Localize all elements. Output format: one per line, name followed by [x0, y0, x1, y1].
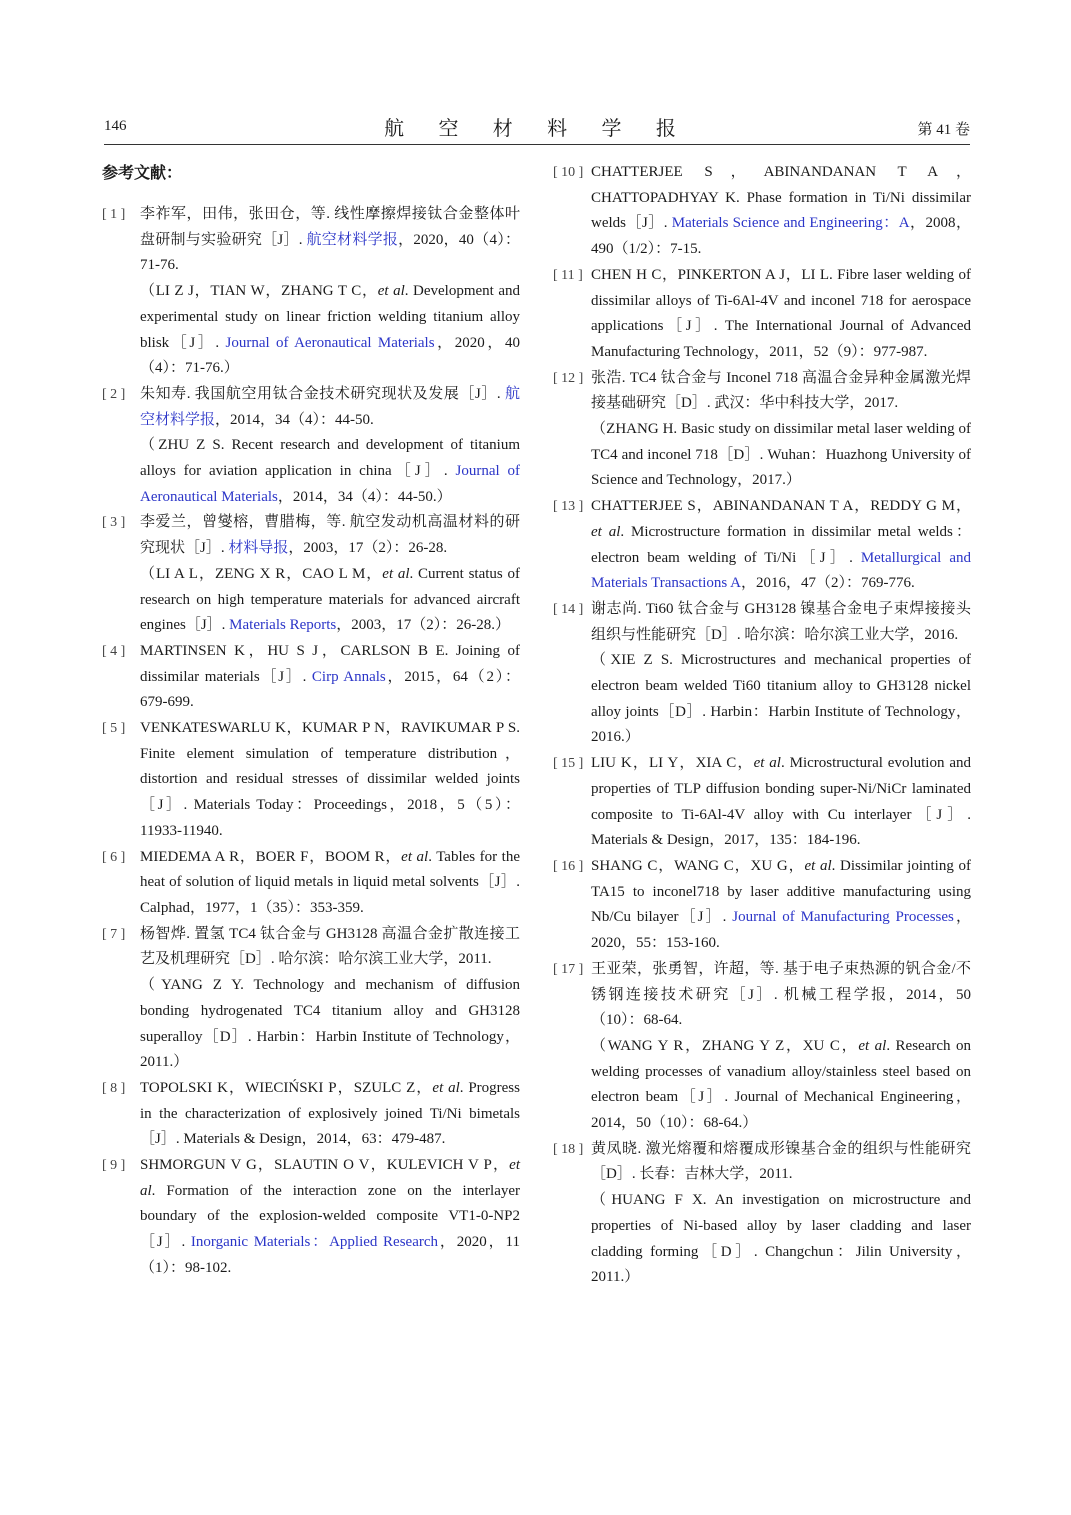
journal-link[interactable]: 材料导报	[228, 540, 289, 557]
ref-text: 黄凤晓. 激光熔覆和熔覆成形镍基合金的组织与性能研究［D］. 长春：吉林大学，2011.	[591, 1140, 971, 1183]
reference-entry	[102, 382, 520, 511]
reference-citation	[591, 751, 971, 854]
reference-citation	[591, 263, 971, 366]
ref-text: ，2020，55：153-160.	[591, 909, 971, 952]
journal-title: 航 空 材 料 学 报	[384, 116, 690, 140]
ref-text: ，2020，40（4）：71-76.）	[140, 334, 520, 377]
reference-number: [ 2 ]	[102, 386, 126, 402]
reference-entry	[102, 510, 520, 639]
references-heading: 参考文献：	[102, 163, 183, 182]
reference-number: [ 7 ]	[102, 926, 126, 942]
journal-link[interactable]: Journal of Manufacturing Processes	[732, 909, 954, 926]
ref-text: ，2003，17（2）：26-28.）	[336, 617, 510, 634]
reference-citation	[140, 1076, 520, 1153]
reference-citation	[140, 845, 520, 922]
ref-text: （LI Z J，TIAN W，ZHANG T C，	[140, 283, 378, 300]
ref-text: （WANG Y R，ZHANG Y Z，XU C，	[591, 1037, 859, 1054]
reference-entry	[553, 957, 971, 1137]
reference-citation	[140, 922, 520, 973]
reference-translation	[140, 562, 520, 639]
ref-text: 李爱兰，曾燮榕，曹腊梅，等. 航空发动机高温材料的研究现状［J］.	[140, 514, 520, 557]
et-al-text: et al	[401, 848, 429, 865]
reference-citation	[140, 510, 520, 561]
ref-text: MIEDEMA A R，BOER F，BOOM R，	[140, 848, 402, 865]
journal-link[interactable]: Journal of Aeronautical Materials	[140, 463, 520, 505]
ref-text: . Microstructural evolution and properties of TLP diffusion bonding super-Ni/NiCr laminated composite to Ti-6Al-4V alloy with Cu interlayer［J］. Materials & Design，2017，135：184-196.	[591, 755, 971, 849]
reference-citation	[591, 854, 971, 957]
ref-text: SHANG C，WANG C，XU G，	[591, 857, 805, 874]
ref-text: VENKATESWARLU K，KUMAR P N，RAVIKUMAR P S. Finite element simulation of temperature distribution，distortion and residual stresses of dissimilar welded joints［J］. Materials Today：Proceedings，2018，5（5）：11933-11940.	[140, 720, 520, 839]
reference-entry	[553, 854, 971, 957]
reference-entry	[102, 845, 520, 922]
ref-text: （LI A L，ZENG X R，CAO L M，	[140, 565, 383, 582]
ref-text: LIU K，LI Y，XIA C，	[591, 755, 754, 772]
ref-text: （XIE Z S. Microstructures and mechanical properties of electron beam welded Ti60 titanium alloy to GH3128 nickel alloy joints［D］. Harbin：Harbin Institute of Technology，2016.）	[591, 652, 971, 746]
reference-number: [ 6 ]	[102, 849, 126, 865]
ref-text: 朱知寿. 我国航空用钛合金技术研究现状及发展［J］.	[140, 385, 505, 402]
ref-text: TOPOLSKI K，WIECIŃSKI P，SZULC Z，	[140, 1079, 433, 1096]
reference-number: [ 14 ]	[553, 601, 584, 617]
reference-number: [ 4 ]	[102, 643, 126, 659]
reference-translation	[140, 279, 520, 382]
reference-entry	[553, 160, 971, 263]
page-header	[104, 112, 970, 145]
journal-link[interactable]: 航空材料学报	[306, 231, 399, 248]
ref-text: MARTINSEN K，HU S J，CARLSON B E. Joining of dissimilar materials［J］.	[140, 642, 520, 685]
volume-label: 第 41 卷	[917, 122, 970, 138]
ref-text: ，2008，490（1/2）：7-15.	[591, 215, 971, 258]
reference-citation	[140, 639, 520, 716]
reference-entry	[553, 751, 971, 854]
et-al-text: et al	[432, 1079, 460, 1096]
reference-number: [ 5 ]	[102, 721, 126, 737]
journal-link[interactable]: Materials Reports	[229, 617, 337, 634]
ref-text: （ZHANG H. Basic study on dissimilar metal laser welding of TC4 and inconel 718［D］. Wuhan：Huazhong University of Science and Technology，2017.）	[591, 421, 971, 489]
journal-link[interactable]: Journal of Aeronautical Materials	[225, 334, 435, 351]
et-al-text: et al	[804, 857, 832, 874]
et-al-text: et al	[140, 1157, 520, 1199]
ref-text: 谢志尚. Ti60 钛合金与 GH3128 镍基合金电子束焊接接头组织与性能研究［D］. 哈尔滨：哈尔滨工业大学，2016.	[591, 600, 971, 643]
et-al-text: et al	[753, 755, 781, 772]
reference-entry	[102, 639, 520, 716]
reference-entry	[102, 716, 520, 845]
et-al-text: et al	[382, 565, 410, 582]
reference-number: [ 11 ]	[553, 267, 583, 283]
journal-link[interactable]: Materials Science and Engineering：A	[671, 215, 910, 232]
et-al-text: et al	[377, 283, 405, 300]
reference-citation	[140, 1153, 520, 1282]
reference-number: [ 12 ]	[553, 370, 584, 386]
reference-list-right	[553, 160, 971, 1291]
reference-number: [ 10 ]	[553, 165, 584, 180]
reference-entry	[553, 366, 971, 495]
journal-link[interactable]: 航空材料学报	[140, 385, 520, 428]
reference-translation	[591, 417, 971, 494]
ref-text: （ZHU Z S. Recent research and development of titanium alloys for aviation application in china［J］.	[140, 437, 520, 480]
ref-text: （YANG Z Y. Technology and mechanism of diffusion bonding hydrogenated TC4 titanium alloy and GH3128 superalloy［D］. Harbin：Harbin Institute of Technology，2011.）	[140, 977, 520, 1071]
ref-text: . Current status of research on high temperature materials for advanced aircraft engines［J］.	[140, 565, 520, 634]
ref-text: CHATTERJEE S，ABINANDANAN T A，CHATTOPADHYAY K. Phase formation in Ti/Ni dissimilar welds［J］.	[591, 164, 971, 232]
reference-citation	[591, 366, 971, 417]
ref-text: ，2020，40（4）：71-76.	[140, 231, 520, 274]
reference-citation	[140, 202, 520, 279]
page-number: 146	[104, 118, 127, 134]
reference-number: [ 3 ]	[102, 515, 126, 531]
journal-link[interactable]: Inorganic Materials：Applied Research	[190, 1234, 439, 1251]
ref-text: ，2020，11（1）：98-102.	[140, 1234, 520, 1276]
ref-text: ，2015，64（2）：679-699.	[140, 668, 520, 711]
ref-text: . Progress in the characterization of explosively joined Ti/Ni bimetals［J］. Materials & Design，2014，63：479-487.	[140, 1079, 520, 1148]
left-column	[102, 160, 520, 1282]
ref-text: SHMORGUN V G，SLAUTIN O V，KULEVICH V P，	[140, 1157, 510, 1174]
reference-number: [ 1 ]	[102, 207, 126, 222]
reference-number: [ 16 ]	[553, 858, 584, 874]
ref-text: . Development and experimental study on linear friction welding titanium alloy blisk［J］.	[140, 283, 520, 351]
reference-list-left	[102, 202, 520, 1282]
right-column	[553, 160, 971, 1291]
reference-citation	[140, 716, 520, 845]
ref-text: CHEN H C，PINKERTON A J，LI L. Fibre laser welding of dissimilar alloys of Ti-6Al-4V and inconel 718 for aerospace applications［J］. The International Journal of Advanced Manufacturing Technology，2011，52（9）：977-987.	[591, 266, 971, 360]
reference-citation	[591, 494, 971, 597]
reference-citation	[591, 597, 971, 648]
journal-link[interactable]: Metallurgical and Materials Transactions A	[591, 549, 971, 592]
reference-entry	[102, 922, 520, 1076]
reference-citation	[591, 1137, 971, 1188]
reference-entry	[553, 263, 971, 366]
reference-entry	[553, 494, 971, 597]
ref-text: . Research on welding processes of vanadium alloy/stainless steel based on electron beam［J］. Journal of Mechanical Engineering，2014，50（10）：68-64.）	[591, 1037, 971, 1132]
reference-translation	[140, 973, 520, 1076]
reference-number: [ 15 ]	[553, 756, 584, 772]
ref-text: . Formation of the interaction zone on the interlayer boundary of the explosion-welded composite VT1-0-NP2［J］.	[140, 1182, 520, 1251]
ref-text: 李祚军，田伟，张田仓，等. 线性摩擦焊接钛合金整体叶盘研制与实验研究［J］.	[140, 206, 520, 248]
journal-link[interactable]: Cirp Annals	[311, 668, 386, 685]
ref-text: ，2014，34（4）：44-50.	[215, 411, 374, 428]
ref-text: . Dissimilar jointing of TA15 to inconel718 by laser additive manufacturing using Nb/Cu bilayer［J］.	[591, 857, 971, 926]
reference-number: [ 17 ]	[553, 961, 584, 977]
reference-number: [ 18 ]	[553, 1141, 584, 1157]
reference-translation	[591, 1188, 971, 1291]
reference-entry	[102, 202, 520, 382]
ref-text: 王亚荣，张勇智，许超，等. 基于电子束热源的钒合金/不锈钢连接技术研究［J］. 机械工程学报，2014，50（10）：68-64.	[591, 960, 971, 1029]
ref-text: ，2014，34（4）：44-50.）	[277, 488, 452, 505]
ref-text: . Tables for the heat of solution of liquid metals in liquid metal solvents［J］. Calphad，1977，1（35）：353-359.	[140, 848, 521, 916]
reference-translation	[591, 1034, 971, 1137]
reference-number: [ 9 ]	[102, 1158, 126, 1174]
reference-translation	[591, 648, 971, 751]
ref-text: . Microstructure formation in dissimilar metal welds：electron beam welding of Ti/Ni［J］.	[591, 523, 972, 566]
ref-text: ，2003，17（2）：26-28.	[288, 540, 448, 557]
reference-number: [ 13 ]	[553, 499, 584, 515]
et-al-text: et al	[858, 1037, 887, 1054]
ref-text: CHATTERJEE S，ABINANDANAN T A，REDDY G M，	[591, 498, 971, 515]
reference-citation	[140, 382, 520, 433]
et-al-text: et al	[591, 523, 621, 540]
reference-number: [ 8 ]	[102, 1080, 126, 1096]
reference-translation	[140, 433, 520, 510]
ref-text: （HUANG F X. An investigation on microstructure and properties of Ni-based alloy by laser cladding and laser cladding forming［D］. Changchun：Jilin University，2011.）	[591, 1192, 971, 1286]
reference-entry	[102, 1076, 520, 1153]
reference-citation	[591, 160, 971, 263]
reference-citation	[591, 957, 971, 1034]
reference-entry	[553, 597, 971, 751]
ref-text: 张浩. TC4 钛合金与 Inconel 718 高温合金异种金属激光焊接基础研究［D］. 武汉：华中科技大学，2017.	[591, 369, 971, 412]
ref-text: 杨智烨. 置氢 TC4 钛合金与 GH3128 高温合金扩散连接工艺及机理研究［D］. 哈尔滨：哈尔滨工业大学，2011.	[140, 925, 520, 968]
reference-entry	[553, 1137, 971, 1291]
ref-text: ，2016，47（2）：769-776.	[741, 575, 915, 592]
reference-entry	[102, 1153, 520, 1282]
